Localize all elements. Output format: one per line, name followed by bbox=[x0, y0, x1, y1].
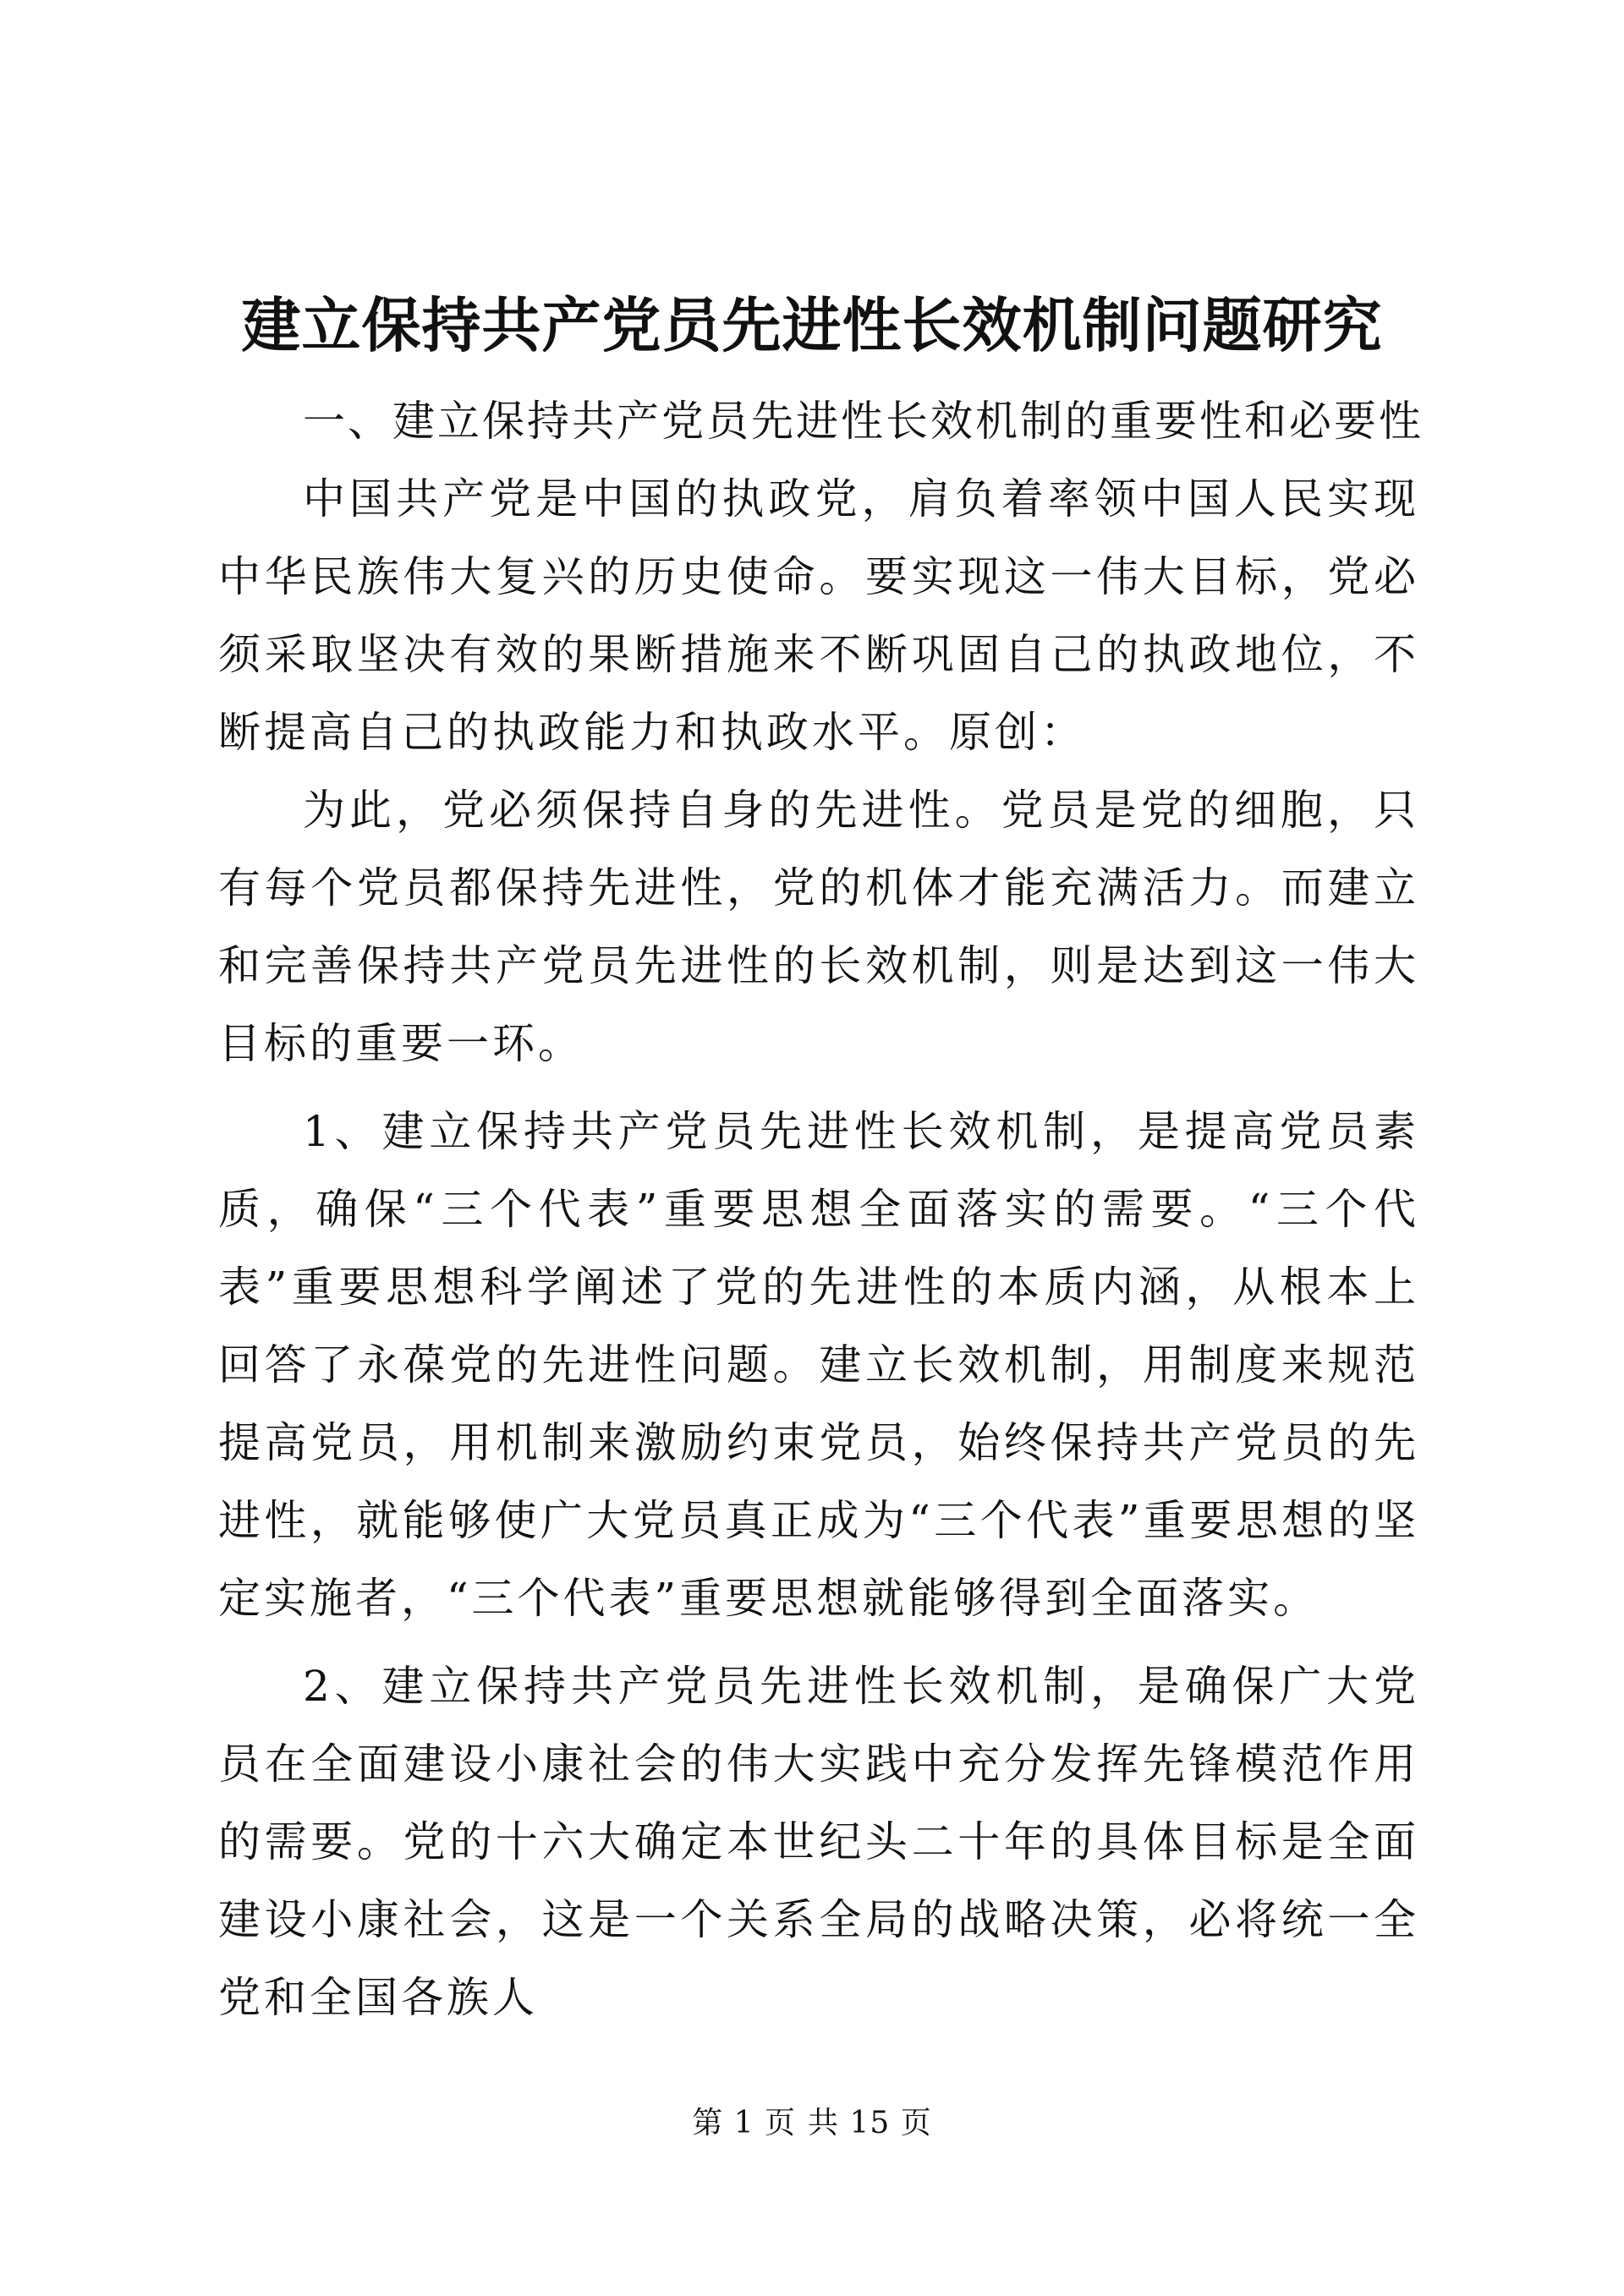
page-number: 第 1 页 bbox=[692, 2106, 797, 2140]
paragraph-point-2: 2、建立保持共产党员先进性长效机制，是确保广大党员在全面建设小康社会的伟大实践中充分发挥先锋模范作用的需要。党的十六大确定本世纪头二十年的具体目标是全面建设小康社会，这是一个关系全局的战略决策，必将统一全党和全国各族人 bbox=[218, 1662, 1419, 2022]
page-total: 共 15 页 bbox=[808, 2106, 932, 2140]
page-footer bbox=[0, 2102, 1624, 2145]
section-heading: 一、建立保持共产党员先进性长效机制的重要性和必要性 bbox=[303, 397, 1424, 446]
document-title: 建立保持共产党员先进性长效机制问题研究 bbox=[241, 290, 1383, 360]
paragraph-intro: 中国共产党是中国的执政党，肩负着率领中国人民实现中华民族伟大复兴的历史使命。要实现这一伟大目标，党必须采取坚决有效的果断措施来不断巩固自己的执政地位，不断提高自己的执政能力和执政水平。原创： bbox=[218, 474, 1419, 757]
document-body bbox=[218, 382, 1424, 2036]
paragraph-advancement: 为此，党必须保持自身的先进性。党员是党的细胞，只有每个党员都保持先进性，党的机体才能充满活力。而建立和完善保持共产党员先进性的长效机制，则是达到这一伟大目标的重要一环。 bbox=[218, 786, 1419, 1068]
paragraph-point-1: 1、建立保持共产党员先进性长效机制，是提高党员素质，确保“三个代表”重要思想全面落实的需要。“三个代表”重要思想科学阐述了党的先进性的本质内涵，从根本上回答了永葆党的先进性问题。建立长效机制，用制度来规范提高党员，用机制来激励约束党员，始终保持共产党员的先进性，就能够使广大党员真正成为“三个代表”重要思想的坚定实施者，“三个代表”重要思想就能够得到全面落实。 bbox=[218, 1107, 1419, 1623]
